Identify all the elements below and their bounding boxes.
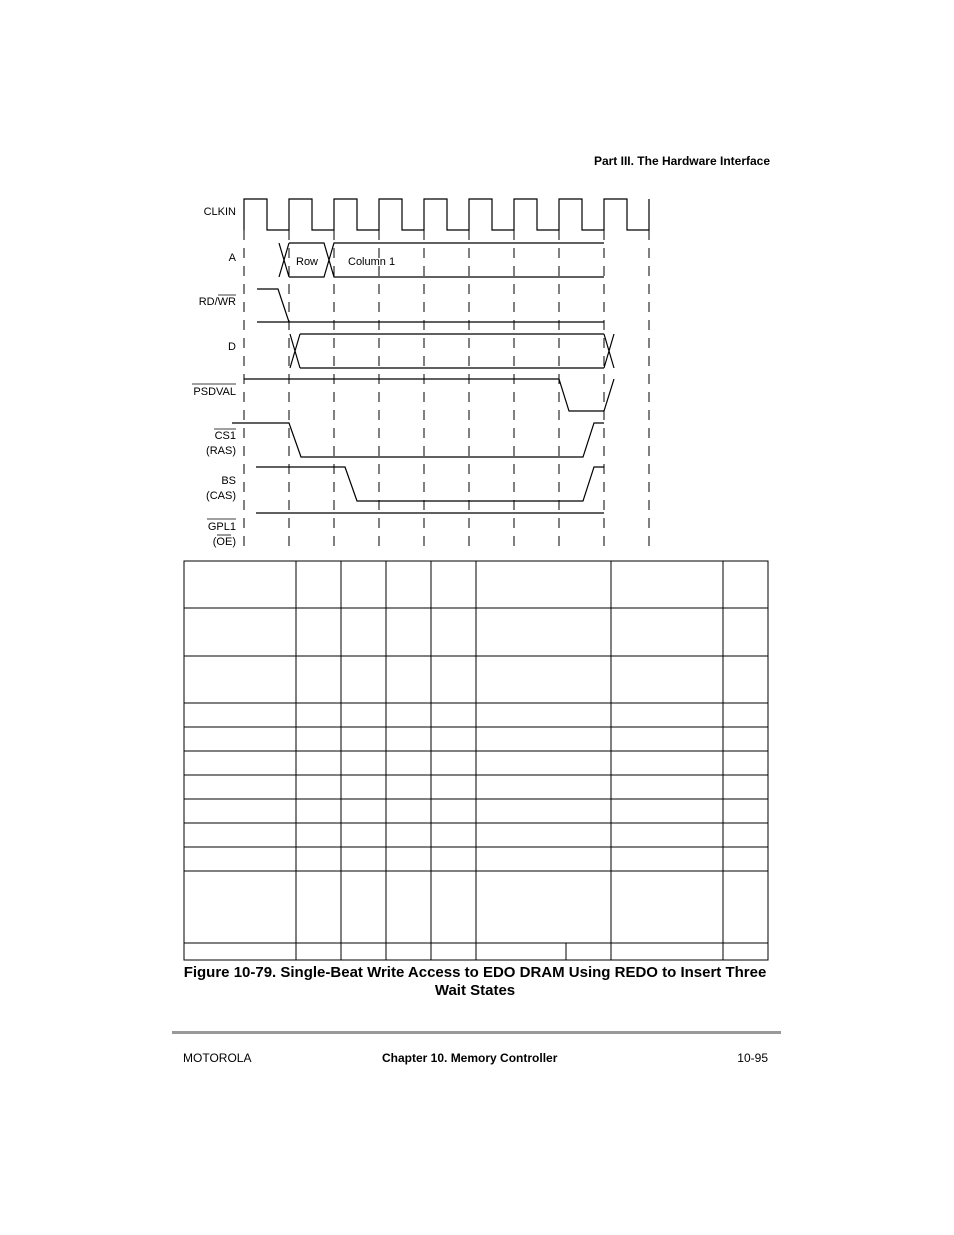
label-cs1 <box>206 429 236 457</box>
svg-text:CS1: CS1 <box>214 430 236 442</box>
label-gpl1 <box>207 519 236 548</box>
cs1-waveform <box>232 423 604 457</box>
bs-waveform <box>256 467 604 501</box>
address-row-label: Row <box>296 256 319 268</box>
label-rdwr <box>199 295 236 308</box>
label-bs <box>206 475 236 502</box>
svg-text:(RAS): (RAS) <box>206 445 236 457</box>
footer-rule <box>172 1031 781 1034</box>
label-clkin: CLKIN <box>203 206 236 218</box>
rdwr-waveform <box>257 289 604 322</box>
footer-company: MOTOROLA <box>183 1051 252 1065</box>
address-column-label: Column 1 <box>348 256 396 268</box>
data-bus-waveform <box>290 334 614 368</box>
svg-text:(OE): (OE) <box>212 536 236 548</box>
svg-text:GPL1: GPL1 <box>207 521 236 533</box>
footer-page-number: 10-95 <box>737 1051 768 1065</box>
svg-text:RD/WR: RD/WR <box>198 296 236 308</box>
svg-text:PSDVAL: PSDVAL <box>193 386 236 398</box>
uptp-table <box>184 561 768 960</box>
address-bus-waveform <box>279 243 604 277</box>
label-a: A <box>228 252 236 264</box>
svg-text:(CAS): (CAS) <box>206 490 236 502</box>
caption-line-1: Figure 10-79. Single-Beat Write Access to EDO DRAM Using REDO to Insert Three <box>183 964 767 981</box>
part-header: Part III. The Hardware Interface <box>593 154 770 168</box>
figure-caption <box>180 964 770 1000</box>
label-d: D <box>228 341 236 353</box>
label-psdval <box>192 384 236 398</box>
caption-line-2: Wait States <box>434 982 516 999</box>
cycle-gridlines <box>244 230 649 550</box>
clkin-waveform <box>244 199 649 230</box>
footer-chapter: Chapter 10. Memory Controller <box>382 1051 558 1065</box>
svg-text:BS: BS <box>221 475 236 487</box>
